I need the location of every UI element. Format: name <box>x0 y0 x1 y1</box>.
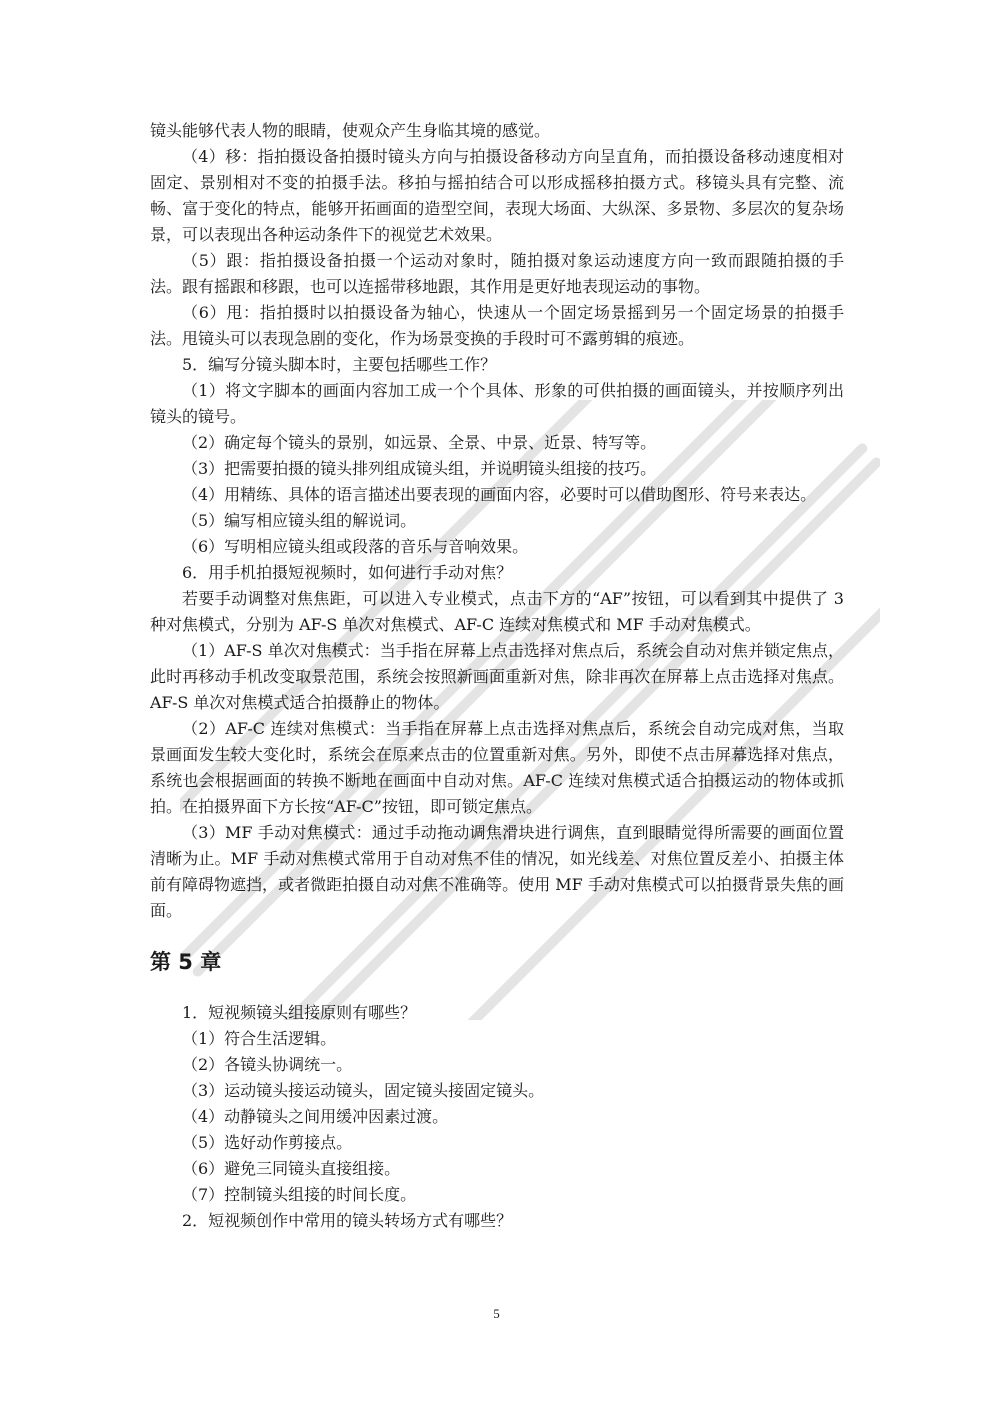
paragraph: （3）MF 手动对焦模式：通过手动拖动调焦滑块进行调焦，直到眼睛觉得所需要的画面位置清晰为止。MF 手动对焦模式常用于自动对焦不佳的情况，如光线差、对焦位置反差小、拍摄主体前有障碍物遮挡，或者微距拍摄自动对焦不准确等。使用 MF 手动对焦模式可以拍摄背景失焦的画面。 <box>150 823 844 920</box>
list-item: （6）避免三同镜头直接组接。 <box>182 1159 401 1178</box>
list-item: （3）运动镜头接运动镜头，固定镜头接固定镜头。 <box>182 1081 545 1100</box>
page-number: 5 <box>493 1306 500 1321</box>
list-item: （5）选好动作剪接点。 <box>182 1133 353 1152</box>
paragraph: 镜头能够代表人物的眼睛，使观众产生身临其境的感觉。 <box>150 121 551 140</box>
paragraph: （2）AF-C 连续对焦模式：当手指在屏幕上点击选择对焦点后，系统会自动完成对焦，当取景画面发生较大变化时，系统会在原来点击的位置重新对焦。另外，即使不点击屏幕选择对焦点，系统也会根据画面的转换不断地在画面中自动对焦。AF-C 连续对焦模式适合拍摄运动的物体或抓拍。在拍摄界面下方长按“AF-C”按钮，即可锁定焦点。 <box>150 719 844 816</box>
list-item: （7）控制镜头组接的时间长度。 <box>182 1185 417 1204</box>
question-heading: 5．编写分镜头脚本时，主要包括哪些工作？ <box>182 355 497 374</box>
list-item: （1）符合生活逻辑。 <box>182 1029 337 1048</box>
question-heading: 6．用手机拍摄短视频时，如何进行手动对焦？ <box>182 563 513 582</box>
paragraph: （1）将文字脚本的画面内容加工成一个个具体、形象的可供拍摄的画面镜头，并按顺序列出镜头的镜号。 <box>150 381 844 426</box>
chapter-title: 第 5 章 <box>150 950 222 974</box>
paragraph: （4）移：指拍摄设备拍摄时镜头方向与拍摄设备移动方向呈直角，而拍摄设备移动速度相对固定、景别相对不变的拍摄手法。移拍与摇拍结合可以形成摇移拍摄方式。移镜头具有完整、流畅、富于变化的特点，能够开拓画面的造型空间，表现大场面、大纵深、多景物、多层次的复杂场景，可以表现出各种运动条件下的视觉艺术效果。 <box>150 147 844 244</box>
paragraph: （5）跟：指拍摄设备拍摄一个运动对象时，随拍摄对象运动速度方向一致而跟随拍摄的手法。跟有摇跟和移跟，也可以连摇带移地跟，其作用是更好地表现运动的事物。 <box>150 251 844 296</box>
question-heading: 1．短视频镜头组接原则有哪些？ <box>182 1003 417 1022</box>
paragraph: （5）编写相应镜头组的解说词。 <box>182 511 417 530</box>
paragraph: （3）把需要拍摄的镜头排列组成镜头组，并说明镜头组接的技巧。 <box>182 459 657 478</box>
question-heading: 2．短视频创作中常用的镜头转场方式有哪些？ <box>182 1211 513 1230</box>
paragraph: （6）甩：指拍摄时以拍摄设备为轴心，快速从一个固定场景摇到另一个固定场景的拍摄手法。甩镜头可以表现急剧的变化，作为场景变换的手段时可不露剪辑的痕迹。 <box>150 303 844 348</box>
paragraph: （2）确定每个镜头的景别，如远景、全景、中景、近景、特写等。 <box>182 433 657 452</box>
page-content <box>150 118 844 1234</box>
paragraph: （6）写明相应镜头组或段落的音乐与音响效果。 <box>182 537 529 556</box>
list-item: （2）各镜头协调统一。 <box>182 1055 353 1074</box>
list-item: （4）动静镜头之间用缓冲因素过渡。 <box>182 1107 449 1126</box>
paragraph: 若要手动调整对焦焦距，可以进入专业模式，点击下方的“AF”按钮，可以看到其中提供了 3 种对焦模式，分别为 AF-S 单次对焦模式、AF-C 连续对焦模式和 MF 手动对焦模式。 <box>150 589 844 634</box>
paragraph: （1）AF-S 单次对焦模式：当手指在屏幕上点击选择对焦点后，系统会自动对焦并锁定焦点，此时再移动手机改变取景范围，系统会按照新画面重新对焦，除非再次在屏幕上点击选择对焦点。AF-S 单次对焦模式适合拍摄静止的物体。 <box>150 641 844 712</box>
paragraph: （4）用精练、具体的语言描述出要表现的画面内容，必要时可以借助图形、符号来表达。 <box>182 485 817 504</box>
